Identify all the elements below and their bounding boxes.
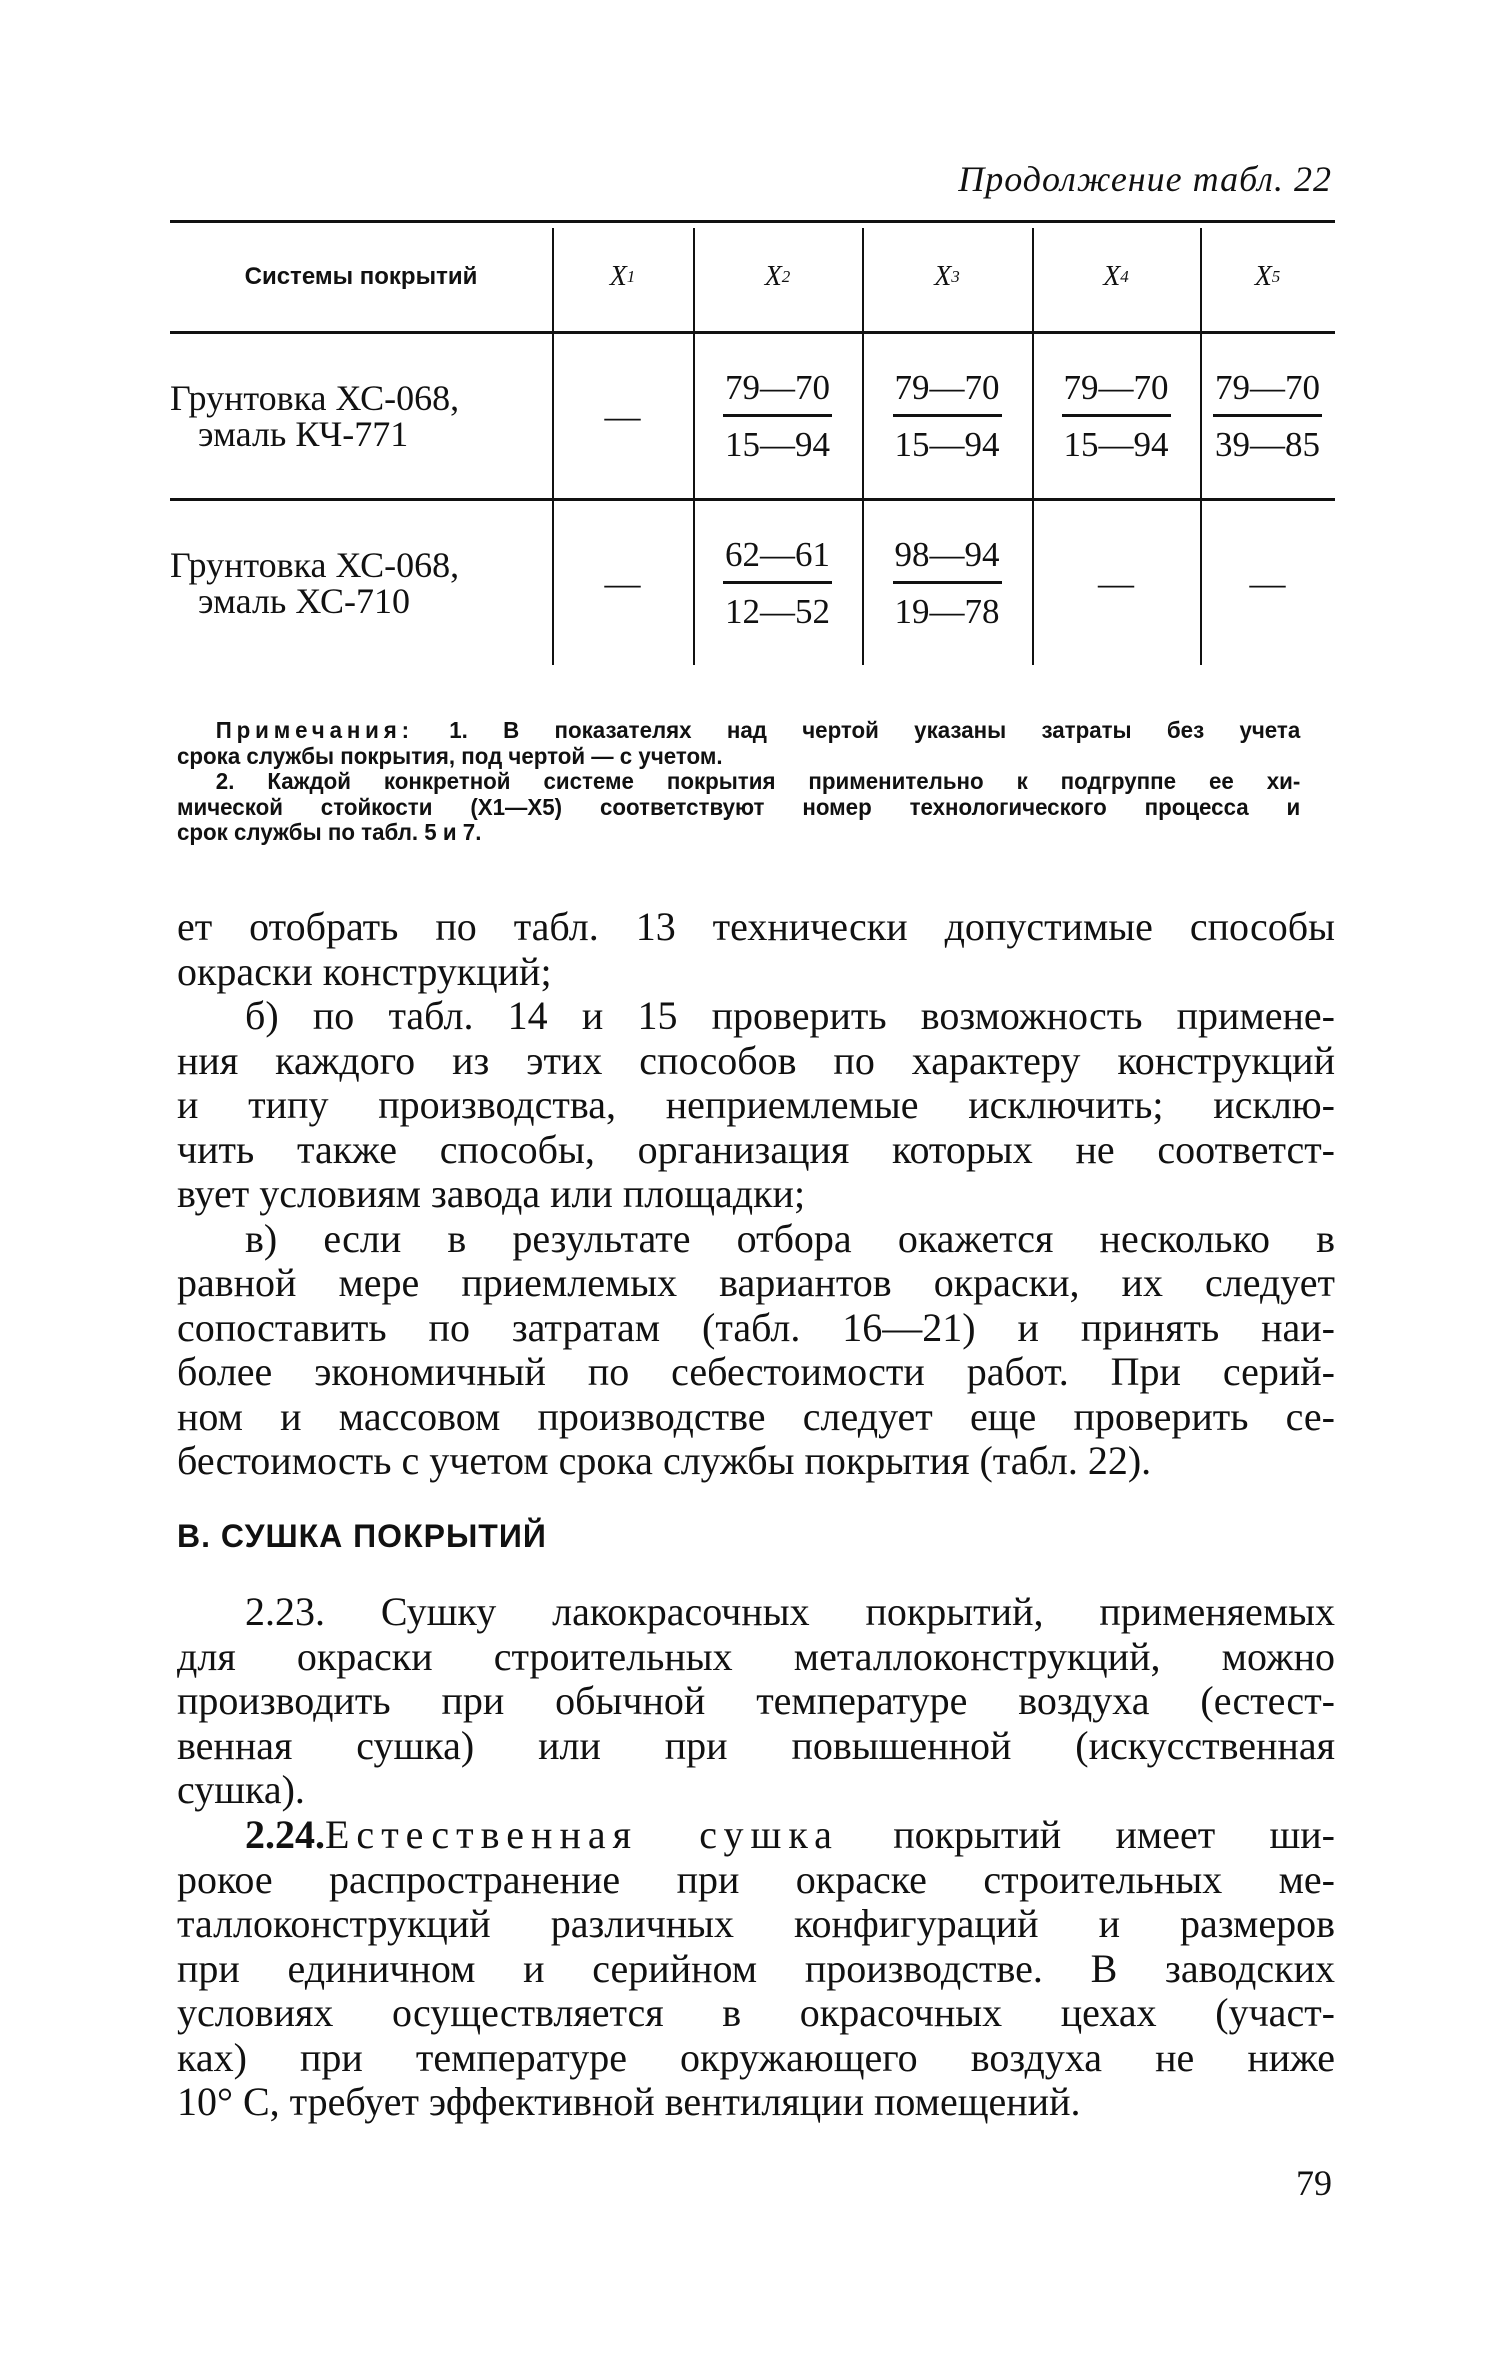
text-line: для окраски строительных металлоконструкций, можно — [177, 1633, 1335, 1679]
cost-without-service-life: 98—94 — [893, 535, 1002, 584]
table-cell — [862, 501, 1032, 665]
cost-fraction — [723, 368, 832, 465]
cost-fraction — [893, 535, 1002, 632]
text-line: бестоимость с учетом срока службы покрытия (табл. 22). — [177, 1438, 1152, 1483]
system-name — [170, 501, 552, 665]
empty-dash: — — [604, 563, 641, 603]
header-systems: Системы покрытий — [244, 263, 478, 290]
body-text-selection-steps — [177, 905, 1335, 1484]
cost-with-service-life: 39—85 — [1215, 424, 1320, 464]
text-line: сопоставить по затратам (табл. 16—21) и принять наи- — [177, 1304, 1335, 1350]
text-line: чить также способы, организация которых не соответст- — [177, 1126, 1335, 1172]
table-cell — [1032, 501, 1200, 665]
cost-without-service-life: 62—61 — [723, 535, 832, 584]
header-x4 — [1032, 223, 1200, 331]
section-heading: В. СУШКА ПОКРЫТИЙ — [177, 1518, 547, 1554]
header-subscript: 4 — [1120, 267, 1129, 286]
note-line: 2. Каждой конкретной системе покрытия применительно к подгруппе ее хи- — [215, 768, 1301, 794]
text-fragment: покрытий имеет ши- — [893, 1812, 1335, 1857]
system-line: Грунтовка ХС-068, — [170, 378, 460, 418]
cost-without-service-life: 79—70 — [1062, 368, 1171, 417]
empty-dash: — — [1098, 563, 1134, 603]
table-cell — [1032, 334, 1200, 498]
header-subscript: 3 — [951, 267, 960, 286]
text-line: рокое распространение при окраске строительных ме- — [177, 1856, 1335, 1902]
page-number: 79 — [1296, 2163, 1332, 2203]
text-line: сушка). — [177, 1767, 305, 1812]
cost-with-service-life: 19—78 — [894, 591, 1000, 631]
table-cell — [552, 334, 693, 498]
text-line: ном и массовом производстве следует еще проверить се- — [177, 1393, 1335, 1439]
header-x3 — [862, 223, 1032, 331]
empty-dash: — — [1249, 563, 1286, 603]
empty-dash: — — [604, 396, 641, 436]
text-line: и типу производства, неприемлемые исключить; исклю- — [177, 1082, 1335, 1127]
header-x2 — [693, 223, 862, 331]
note-line: мической стойкости (X1—X5) соответствуют номер технологического процесса и — [177, 793, 1301, 820]
header-x5 — [1200, 223, 1335, 331]
cost-with-service-life: 15—94 — [894, 424, 1000, 464]
text-line: венная сушка) или при повышенной (искусственная — [177, 1722, 1335, 1768]
cost-without-service-life: 79—70 — [893, 368, 1002, 417]
table-notes — [177, 718, 1300, 846]
system-name — [170, 334, 552, 498]
paragraph-number: 2.24. — [245, 1812, 325, 1857]
header-label: X — [934, 261, 952, 292]
text-line: ках) при температуре окружающего воздуха не ниже — [177, 2034, 1335, 2080]
text-line: б) по табл. 14 и 15 проверить возможность примене- — [245, 993, 1335, 1038]
cost-fraction — [1213, 368, 1322, 465]
text-line: более экономичный по себестоимости работ. При серий- — [177, 1349, 1335, 1394]
text-line: вует условиям завода или площадки; — [177, 1171, 806, 1216]
header-label: X — [609, 261, 627, 292]
text-line: 10° С, требует эффективной вентиляции помещений. — [177, 2079, 1081, 2124]
text-line: производить при обычной температуре воздуха (естест- — [177, 1678, 1335, 1723]
cost-without-service-life: 79—70 — [1213, 368, 1322, 417]
text-line: равной мере приемлемых вариантов окраски, их следует — [177, 1260, 1335, 1305]
cost-fraction — [723, 535, 832, 632]
table-cell — [1200, 501, 1335, 665]
header-subscript: 5 — [1271, 267, 1281, 286]
note-line: срок службы по табл. 5 и 7. — [177, 819, 482, 845]
cost-fraction — [893, 368, 1002, 465]
table-continuation-caption: Продолжение табл. 22 — [958, 159, 1332, 199]
cost-fraction — [1062, 368, 1171, 465]
header-subscript: 1 — [626, 267, 636, 286]
text-line: при единичном и серийном производстве. В заводских — [177, 1945, 1335, 1991]
header-x1 — [552, 223, 693, 331]
text-line: ет отобрать по табл. 13 технически допустимые способы — [177, 904, 1335, 949]
text-line — [177, 1813, 1335, 1858]
header-label: X — [1103, 261, 1121, 292]
system-line: эмаль ХС-710 — [198, 581, 410, 621]
system-line: Грунтовка ХС-068, — [170, 545, 460, 585]
note-line: срока службы покрытия, под чертой — с учетом. — [177, 742, 723, 769]
text-line: в) если в результате отбора окажется несколько в — [245, 1215, 1335, 1261]
header-label: X — [1254, 261, 1272, 292]
cost-table — [170, 220, 1335, 665]
paragraph-2-23 — [177, 1590, 1335, 1813]
text-line: условиях осуществляется в окрасочных цехах (участ- — [177, 1990, 1335, 2035]
cost-with-service-life: 15—94 — [725, 424, 830, 464]
cost-without-service-life: 79—70 — [723, 368, 832, 417]
table-cell — [1200, 334, 1335, 498]
notes-label: Примечания: — [215, 717, 414, 743]
text-line: ния каждого из этих способов по характеру конструкций — [177, 1037, 1335, 1083]
text-line: окраски конструкций; — [177, 948, 552, 994]
term-spaced: Естественная сушка — [325, 1812, 839, 1857]
text-line: таллоконструкций различных конфигураций и размеров — [177, 1901, 1335, 1946]
table-cell — [693, 501, 862, 665]
cost-with-service-life: 12—52 — [725, 591, 830, 631]
note-text: 1. В показателях над чертой указаны затраты без учета — [449, 717, 1301, 743]
table-cell — [862, 334, 1032, 498]
table-cell — [552, 501, 693, 665]
system-line: эмаль КЧ-771 — [198, 414, 409, 454]
text-line: 2.23. Сушку лакокрасочных покрытий, применяемых — [245, 1589, 1335, 1634]
note-line — [177, 718, 1300, 744]
header-subscript: 2 — [781, 267, 791, 286]
table-cell — [693, 334, 862, 498]
header-label: X — [764, 261, 782, 292]
cost-with-service-life: 15—94 — [1063, 424, 1169, 464]
paragraph-2-24 — [177, 1813, 1335, 2125]
